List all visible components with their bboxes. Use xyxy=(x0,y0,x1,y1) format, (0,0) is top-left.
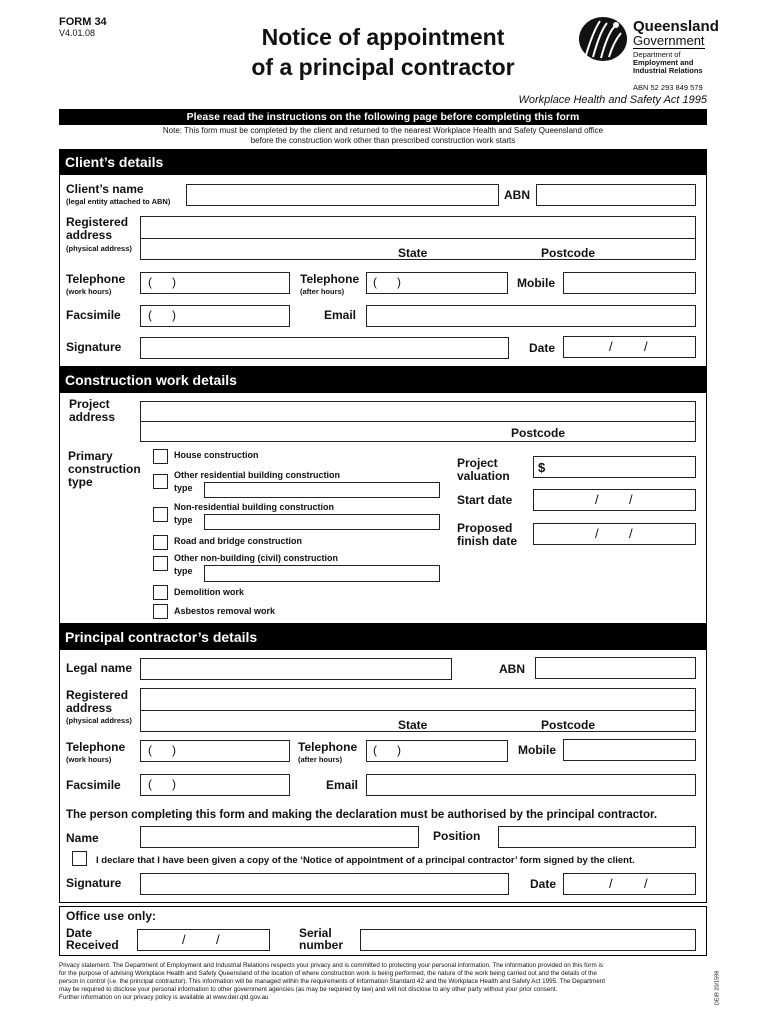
client-tel-field[interactable] xyxy=(140,272,290,294)
office-date-label1: Date xyxy=(66,926,93,940)
non-residential-checkbox[interactable] xyxy=(153,507,168,522)
date-slash: / xyxy=(609,876,613,891)
principal-state-label: State xyxy=(398,718,428,732)
paren-close: ) xyxy=(172,308,176,322)
date-slash: / xyxy=(644,876,648,891)
non-residential-label: Non-residential building construction xyxy=(174,502,335,512)
road-bridge-checkbox[interactable] xyxy=(153,535,168,550)
legal-name-label: Legal name xyxy=(66,661,133,675)
demolition-checkbox[interactable] xyxy=(153,585,168,600)
office-serial-label1: Serial xyxy=(299,926,332,940)
date-slash: / xyxy=(595,526,599,541)
client-reg-label1: Registered xyxy=(66,215,129,229)
client-name-sub: (legal entity attached to ABN) xyxy=(66,197,171,206)
client-mobile-field[interactable] xyxy=(563,272,696,294)
paren-open: ( xyxy=(373,275,377,289)
house-construction-label: House construction xyxy=(174,450,259,460)
office-serial-label2: number xyxy=(299,938,344,952)
finish-label2: finish date xyxy=(457,534,518,548)
client-postcode-label: Postcode xyxy=(541,246,596,260)
other-residential-label: Other residential building construction xyxy=(174,470,341,480)
form-title-line2: of a principal contractor xyxy=(251,54,515,80)
project-label1: Project xyxy=(69,397,110,411)
dept-line1: Department of xyxy=(633,50,681,59)
client-abn-field[interactable] xyxy=(536,184,696,206)
declaration-text: I declare that I have been given a copy of the ‘Notice of appointment of a principal contractor’ form signed by the client. xyxy=(96,855,635,866)
principal-tel-sub: (work hours) xyxy=(66,755,112,764)
paren-close: ) xyxy=(172,777,176,791)
date-slash: / xyxy=(629,526,633,541)
date-slash: / xyxy=(182,932,186,947)
construction-section-heading: Construction work details xyxy=(59,367,707,393)
client-tel-sub: (work hours) xyxy=(66,287,112,296)
project-valuation-field[interactable] xyxy=(533,456,696,478)
finish-label1: Proposed xyxy=(457,521,513,535)
principal-email-label: Email xyxy=(326,778,359,792)
client-name-label: Client’s name xyxy=(66,182,144,196)
client-tel2-field[interactable] xyxy=(366,272,508,294)
civil-construction-label: Other non-building (civil) construction xyxy=(174,553,338,563)
coat-of-arms-icon xyxy=(576,15,630,63)
act-name: Workplace Health and Safety Act 1995 xyxy=(518,94,707,106)
principal-date-field[interactable] xyxy=(563,873,696,895)
dept-line3: Industrial Relations xyxy=(633,66,703,75)
side-code: DEIR 20/1598 xyxy=(714,970,721,1006)
start-date-field[interactable] xyxy=(533,489,696,511)
client-signature-field[interactable] xyxy=(140,337,509,359)
other-residential-type-field[interactable] xyxy=(204,482,440,498)
client-sig-label: Signature xyxy=(66,340,122,354)
principal-reg-label2: address xyxy=(66,701,113,715)
declarant-name-label: Name xyxy=(66,831,99,845)
declaration-checkbox[interactable] xyxy=(72,851,87,866)
principal-tel-field[interactable] xyxy=(140,740,290,762)
valuation-label2: valuation xyxy=(457,469,510,483)
principal-email-field[interactable] xyxy=(366,774,696,796)
form-number: FORM 34 xyxy=(59,16,107,28)
non-residential-type-field[interactable] xyxy=(204,514,440,530)
principal-date-label: Date xyxy=(530,877,557,891)
gov-sub: Government xyxy=(633,33,705,48)
date-slash: / xyxy=(609,339,613,354)
instructions-note-line1: Note: This form must be completed by the client and returned to the nearest Workplace Health and Safety Queensland office xyxy=(162,126,604,135)
other-residential-checkbox[interactable] xyxy=(153,474,168,489)
legal-name-field[interactable] xyxy=(140,658,452,680)
type-label1: Primary xyxy=(68,449,113,463)
client-abn-label: ABN xyxy=(504,188,530,202)
authorised-note: The person completing this form and making the declaration must be authorised by the principal contractor. xyxy=(66,809,658,821)
client-date-label: Date xyxy=(529,341,556,355)
client-fax-label: Facsimile xyxy=(66,308,121,322)
client-reg-sub: (physical address) xyxy=(66,244,132,253)
client-name-field[interactable] xyxy=(186,184,499,206)
paren-close: ) xyxy=(397,275,401,289)
principal-tel-label: Telephone xyxy=(66,740,126,754)
principal-address-divider xyxy=(140,710,696,711)
client-tel-label: Telephone xyxy=(66,272,126,286)
gov-divider xyxy=(633,48,705,49)
asbestos-checkbox[interactable] xyxy=(153,604,168,619)
civil-construction-type-label: type xyxy=(174,566,193,576)
dollar-sign: $ xyxy=(538,460,546,475)
client-state-label: State xyxy=(398,246,428,260)
declarant-position-field[interactable] xyxy=(498,826,696,848)
date-slash: / xyxy=(629,492,633,507)
principal-section-heading: Principal contractor’s details xyxy=(59,624,707,650)
declarant-name-field[interactable] xyxy=(140,826,419,848)
client-email-label: Email xyxy=(324,308,357,322)
principal-tel2-label: Telephone xyxy=(298,740,358,754)
client-address-divider xyxy=(140,238,696,239)
principal-abn-label: ABN xyxy=(499,662,525,676)
instructions-note-line2: before the construction work other than prescribed construction work starts xyxy=(250,136,516,145)
asbestos-label: Asbestos removal work xyxy=(174,606,276,616)
project-label2: address xyxy=(69,410,116,424)
date-slash: / xyxy=(216,932,220,947)
date-slash: / xyxy=(595,492,599,507)
demolition-label: Demolition work xyxy=(174,587,245,597)
house-construction-checkbox[interactable] xyxy=(153,449,168,464)
paren-open: ( xyxy=(148,777,152,791)
form-version: V4.01.08 xyxy=(59,28,96,38)
principal-sig-label: Signature xyxy=(66,876,122,890)
client-tel2-label: Telephone xyxy=(300,272,360,286)
gov-name: Queensland xyxy=(633,18,719,35)
client-reg-label2: address xyxy=(66,228,113,242)
finish-date-field[interactable] xyxy=(533,523,696,545)
principal-tel2-sub: (after hours) xyxy=(298,755,343,764)
other-residential-type-label: type xyxy=(174,483,193,493)
paren-close: ) xyxy=(172,743,176,757)
principal-tel2-field[interactable] xyxy=(366,740,508,762)
valuation-label1: Project xyxy=(457,456,498,470)
paren-close: ) xyxy=(172,275,176,289)
privacy-line3: person in control (i.e. the principal contractor). This information will be managed within the requirements of Information Standard 42 and the Workplace Health and Safety Act 1995. The Department xyxy=(59,978,606,985)
paren-open: ( xyxy=(148,743,152,757)
principal-signature-field[interactable] xyxy=(140,873,509,895)
principal-reg-label1: Registered xyxy=(66,688,129,702)
dept-line2: Employment and xyxy=(633,58,694,67)
privacy-line4: may be required to disclose your personal information to other government agencies (as may be required by law) and will not disclose to any other party without your prior consent. xyxy=(59,986,558,993)
principal-mobile-field[interactable] xyxy=(563,739,696,761)
civil-construction-type-field[interactable] xyxy=(204,565,440,582)
civil-construction-checkbox[interactable] xyxy=(153,556,168,571)
privacy-line1: Privacy statement. The Department of Employment and Industrial Relations respects your privacy and is committed to protecting your personal information. The information provided on this form is xyxy=(59,962,604,969)
paren-open: ( xyxy=(148,275,152,289)
paren-open: ( xyxy=(373,743,377,757)
header-abn: ABN 52 293 849 579 xyxy=(633,83,703,92)
declarant-position-label: Position xyxy=(433,829,481,843)
road-bridge-label: Road and bridge construction xyxy=(174,536,303,546)
project-postcode-label: Postcode xyxy=(511,426,566,440)
non-residential-type-label: type xyxy=(174,515,193,525)
project-address-divider xyxy=(140,421,696,422)
paren-open: ( xyxy=(148,308,152,322)
start-date-label: Start date xyxy=(457,493,513,507)
principal-postcode-label: Postcode xyxy=(541,718,596,732)
office-date-label2: Received xyxy=(66,938,119,952)
type-label2: construction xyxy=(68,462,141,476)
principal-reg-sub: (physical address) xyxy=(66,716,132,725)
paren-close: ) xyxy=(397,743,401,757)
principal-fax-label: Facsimile xyxy=(66,778,121,792)
principal-fax-field[interactable] xyxy=(140,774,290,796)
office-heading: Office use only: xyxy=(66,909,157,923)
client-tel2-sub: (after hours) xyxy=(300,287,345,296)
client-date-field[interactable] xyxy=(563,336,696,358)
date-slash: / xyxy=(644,339,648,354)
principal-mobile-label: Mobile xyxy=(518,743,556,757)
client-email-field[interactable] xyxy=(366,305,696,327)
privacy-line2: for the purpose of advising Workplace Health and Safety Queensland of the location of where construction work is being performed, the nature of the work being carried out and the details of the xyxy=(59,970,597,977)
principal-abn-field[interactable] xyxy=(535,657,696,679)
instructions-banner: Please read the instructions on the following page before completing this form xyxy=(59,109,707,125)
client-mobile-label: Mobile xyxy=(517,276,555,290)
client-fax-field[interactable] xyxy=(140,305,290,327)
client-section-heading: Client’s details xyxy=(59,149,707,175)
privacy-line5: Further information on our privacy policy is available at www.deir.qld.gov.au xyxy=(59,994,269,1001)
form-title-line1: Notice of appointment xyxy=(261,24,505,50)
qld-government-logo xyxy=(576,15,630,63)
type-label3: type xyxy=(68,475,93,489)
office-date-received-field[interactable] xyxy=(137,929,270,951)
office-serial-field[interactable] xyxy=(360,929,696,951)
